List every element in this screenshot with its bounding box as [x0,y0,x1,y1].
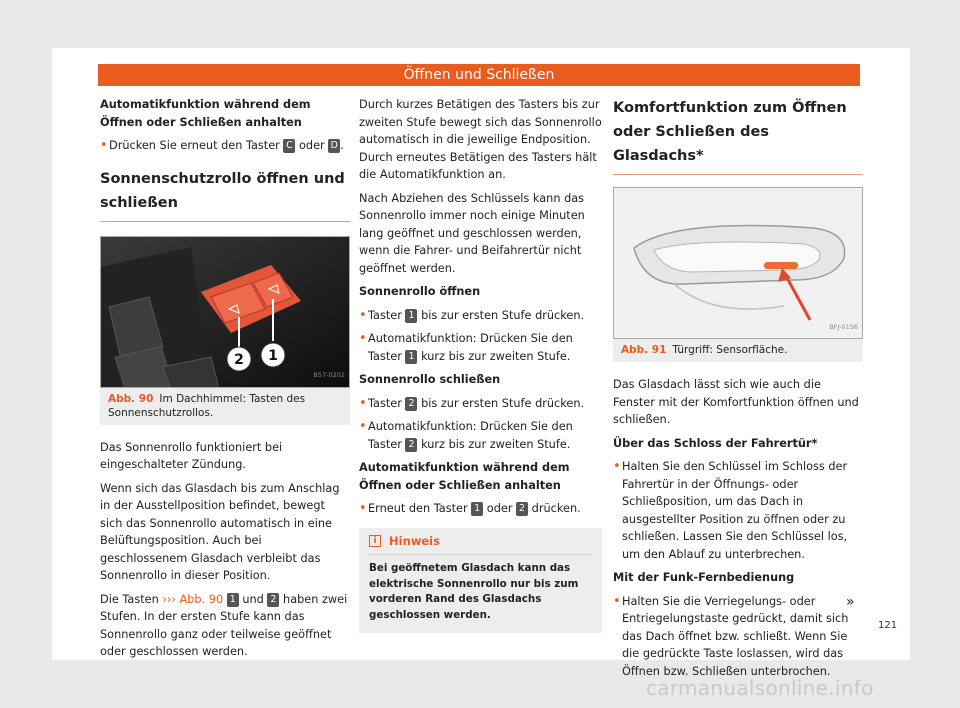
subheading: Über das Schloss der Fahrertür* [613,436,818,450]
key-badge-1: 1 [227,593,239,607]
figure-code: BFJ-0156 [829,322,858,331]
roof-buttons-illustration [101,237,350,388]
figure-code: B57-0202 [313,371,345,379]
column-right [613,96,863,686]
list-item: • Automatikfunktion: Drücken Sie den Taster 2 kurz bis zur zweiten Stufe. [359,418,602,453]
caption-label: Abb. 90 [108,392,154,405]
column-middle [359,96,602,633]
paragraph: Das Sonnenrollo funktioniert bei eingeschalteter Zündung. [100,440,283,471]
key-badge-2: 2 [267,593,279,607]
subheading: Sonnenrollo schließen [359,373,501,386]
list-item: • Halten Sie die Verriegelungs- oder Entriegelungstaste gedrückt, damit sich das Dach öffnet bzw. schließt. Wenn Sie die gedrückte Taste loslassen, wird das Öffnen bzw. Schließen unterbrochen. [613,593,863,681]
watermark: carmanualsonline.info [646,676,874,700]
key-badge-2: 2 [405,438,417,452]
list-item: • Taster 2 bis zur ersten Stufe drücken. [359,395,602,413]
list-item: • Halten Sie den Schlüssel im Schloss der Fahrertür in der Öffnungs- oder Schließposition, um das Dach in ausgestellter Position zu öffnen oder zu schließen. Lassen Sie den Schlüssel los, um den Ablauf zu unterbrechen. [613,458,863,563]
key-badge-2: 2 [405,397,417,411]
info-icon: i [369,535,381,547]
column-left [100,96,350,667]
key-badge-2: 2 [516,502,528,516]
section-title: Sonnenschutzrollo öffnen und schließen [100,167,350,222]
section-title: Komfortfunktion zum Öffnen oder Schließen des Glasdachs* [613,96,863,175]
paragraph: Durch kurzes Betätigen des Tasters bis zur zweiten Stufe bewegt sich das Sonnenrollo automatisch in die jeweilige Endposition. Durch erneutes Betätigen des Tasters hält die Automatikfunktion an. [359,98,602,181]
door-handle-illustration [614,188,863,339]
paragraph: Das Glasdach lässt sich wie auch die Fenster mit der Komfortfunktion öffnen und schließen. [613,378,859,426]
subheading: Mit der Funk-Fernbedienung [613,571,795,584]
figure-roof-buttons [100,236,350,388]
figure-caption: Abb. 91 Türgriff: Sensorfläche. [613,339,863,362]
key-badge-c: C [283,139,295,153]
list-item: • Automatikfunktion: Drücken Sie den Taster 1 kurz bis zur zweiten Stufe. [359,330,602,365]
page-header: Öffnen und Schließen [98,64,860,86]
subheading: Automatikfunktion während dem Öffnen oder Schließen anhalten [359,461,570,492]
continue-marker: » [846,594,855,610]
paragraph: Wenn sich das Glasdach bis zum Anschlag in der Ausstellposition befindet, bewegt sich das Sonnenrollo automatisch in eine Belüftungsposition. Auch bei geschlossenem Glasdach verbleibt das Sonnenrollo in dieser Position. [100,481,340,582]
page-number: 121 [878,620,898,631]
figure-door-handle [613,187,863,339]
list-item: • Drücken Sie erneut den Taster C oder D . [100,137,350,155]
key-badge-1: 1 [405,350,417,364]
paragraph: Die Tasten ››› Abb. 90 1 und 2 haben zwei Stufen. In der ersten Stufe kann das Sonnenrollo ganz oder teilweise geöffnet oder geschlossen werden. [100,592,348,658]
list-item: • Taster 1 bis zur ersten Stufe drücken. [359,307,602,325]
caption-label: Abb. 91 [621,344,667,356]
list-item: • Erneut den Taster 1 oder 2 drücken. [359,500,602,518]
figure-reference-link[interactable]: ››› Abb. 90 [162,592,224,606]
subheading: Sonnenrollo öffnen [359,285,481,298]
key-badge-1: 1 [471,502,483,516]
subheading: Automatikfunktion während dem Öffnen oder Schließen anhalten [100,98,311,129]
key-badge-d: D [328,139,340,153]
paragraph: Nach Abziehen des Schlüssels kann das Sonnenrollo immer noch einige Minuten lang geöffnet und geschlossen werden, wenn die Fahrer- und Beifahrertür nicht geöffnet werden. [359,191,585,275]
key-badge-1: 1 [405,309,417,323]
figure-caption: Abb. 90 Im Dachhimmel: Tasten des Sonnenschutzrollos. [100,388,350,425]
callout-1: 1 [268,347,278,364]
hint-title: i Hinweis [369,528,592,556]
callout-2: 2 [234,351,244,368]
hint-box [359,528,602,634]
hint-text: Bei geöffnetem Glasdach kann das elektrische Sonnenrollo nur bis zum vorderen Rand des Glasdachs geschlossen werden. [369,562,579,621]
